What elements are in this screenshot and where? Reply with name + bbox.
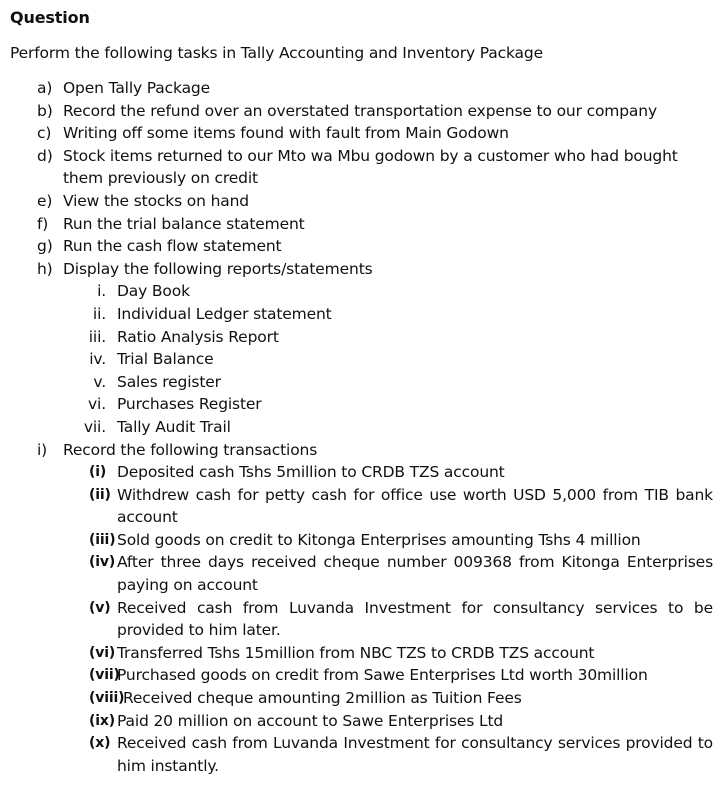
transaction-text: Paid 20 million on account to Sawe Enterprises Ltd: [117, 711, 504, 730]
report-marker: vii.: [83, 417, 106, 436]
report-item: [0, 393, 720, 416]
transaction-text: Withdrew cash for petty cash for office use worth USD 5,000 from TIB bank account: [117, 485, 713, 527]
report-text: Sales register: [117, 372, 221, 391]
transaction-item: [0, 529, 720, 552]
transaction-text: Deposited cash Tshs 5million to CRDB TZS account: [117, 463, 505, 482]
task-marker: g): [37, 237, 53, 256]
transaction-text: Received cheque amounting 2million as Tuition Fees: [123, 689, 522, 708]
transaction-marker: (x): [89, 735, 111, 752]
task-text: Open Tally Package: [63, 79, 210, 97]
task-marker: e): [37, 191, 53, 210]
report-marker: ii.: [92, 304, 106, 323]
transaction-item: [0, 642, 720, 665]
task-marker: h): [37, 259, 53, 278]
task-item-g: [0, 235, 720, 258]
report-item: [0, 303, 720, 326]
task-text: Record the refund over an overstated transportation expense to our company: [63, 101, 657, 120]
task-item-d: [0, 145, 720, 190]
task-text: Display the following reports/statements: [63, 259, 373, 278]
transaction-marker: (iv): [89, 554, 116, 571]
transaction-marker: (ix): [89, 712, 116, 729]
transaction-text: After three days received cheque number 009368 from Kitonga Enterprises paying on account: [117, 553, 713, 595]
task-marker: f): [37, 214, 49, 233]
transaction-item: [0, 710, 720, 733]
report-marker: v.: [93, 372, 106, 391]
transaction-item: [0, 551, 720, 596]
report-marker: iii.: [88, 327, 106, 346]
task-item-e: [0, 190, 720, 213]
task-marker: c): [37, 124, 52, 143]
transaction-text: Purchased goods on credit from Sawe Enterprises Ltd worth 30million: [117, 666, 648, 685]
task-text: Writing off some items found with fault from Main Godown: [63, 124, 509, 143]
transaction-item: [0, 732, 720, 777]
task-item-h: [0, 258, 720, 281]
transaction-text: Received cash from Luvanda Investment for consultancy services to be provided to him later.: [117, 598, 713, 640]
transaction-text: Sold goods on credit to Kitonga Enterprises amounting Tshs 4 million: [117, 530, 641, 549]
task-list: [0, 77, 720, 777]
task-marker: i): [37, 440, 48, 459]
task-text: Run the cash flow statement: [63, 237, 282, 256]
transaction-item: [0, 687, 720, 710]
transaction-marker: (vi): [89, 644, 116, 661]
report-item: [0, 348, 720, 371]
question-heading: Question: [10, 8, 90, 27]
transaction-text: Received cash from Luvanda Investment for consultancy services provided to him instantly.: [117, 734, 713, 775]
task-item-b: [0, 100, 720, 123]
report-text: Trial Balance: [117, 350, 214, 369]
task-marker: d): [37, 146, 53, 165]
transaction-item: [0, 484, 720, 529]
task-item-c: [0, 122, 720, 145]
transaction-marker: (ii): [89, 486, 111, 503]
task-item-f: [0, 213, 720, 236]
report-item: [0, 280, 720, 303]
transaction-marker: (v): [89, 599, 111, 616]
transaction-item: [0, 597, 720, 642]
report-text: Tally Audit Trail: [117, 417, 231, 436]
report-marker: i.: [97, 282, 106, 301]
task-item-a: [0, 77, 720, 100]
transaction-marker: (i): [89, 464, 107, 481]
task-text: Record the following transactions: [63, 440, 318, 459]
transaction-text: Transferred Tshs 15million from NBC TZS to CRDB TZS account: [117, 643, 595, 662]
report-text: Ratio Analysis Report: [117, 327, 279, 346]
transaction-marker: (viii): [89, 690, 125, 707]
report-text: Day Book: [117, 282, 190, 301]
task-marker: b): [37, 101, 53, 120]
report-item: [0, 416, 720, 439]
task-item-i: [0, 439, 720, 462]
transaction-marker: (iii): [89, 531, 116, 548]
report-text: Individual Ledger statement: [117, 304, 332, 323]
instructions-text: Perform the following tasks in Tally Accounting and Inventory Package: [10, 44, 543, 62]
task-text: View the stocks on hand: [63, 191, 249, 210]
report-item: [0, 326, 720, 349]
report-item: [0, 371, 720, 394]
transaction-marker: (vii): [89, 667, 120, 684]
report-marker: iv.: [89, 350, 106, 369]
transaction-item: [0, 461, 720, 484]
task-text: Run the trial balance statement: [63, 214, 305, 233]
transaction-item: [0, 664, 720, 687]
report-text: Purchases Register: [117, 395, 262, 414]
report-marker: vi.: [88, 395, 106, 414]
task-marker: a): [37, 79, 53, 97]
task-text: Stock items returned to our Mto wa Mbu godown by a customer who had bought them previously on credit: [63, 146, 678, 188]
